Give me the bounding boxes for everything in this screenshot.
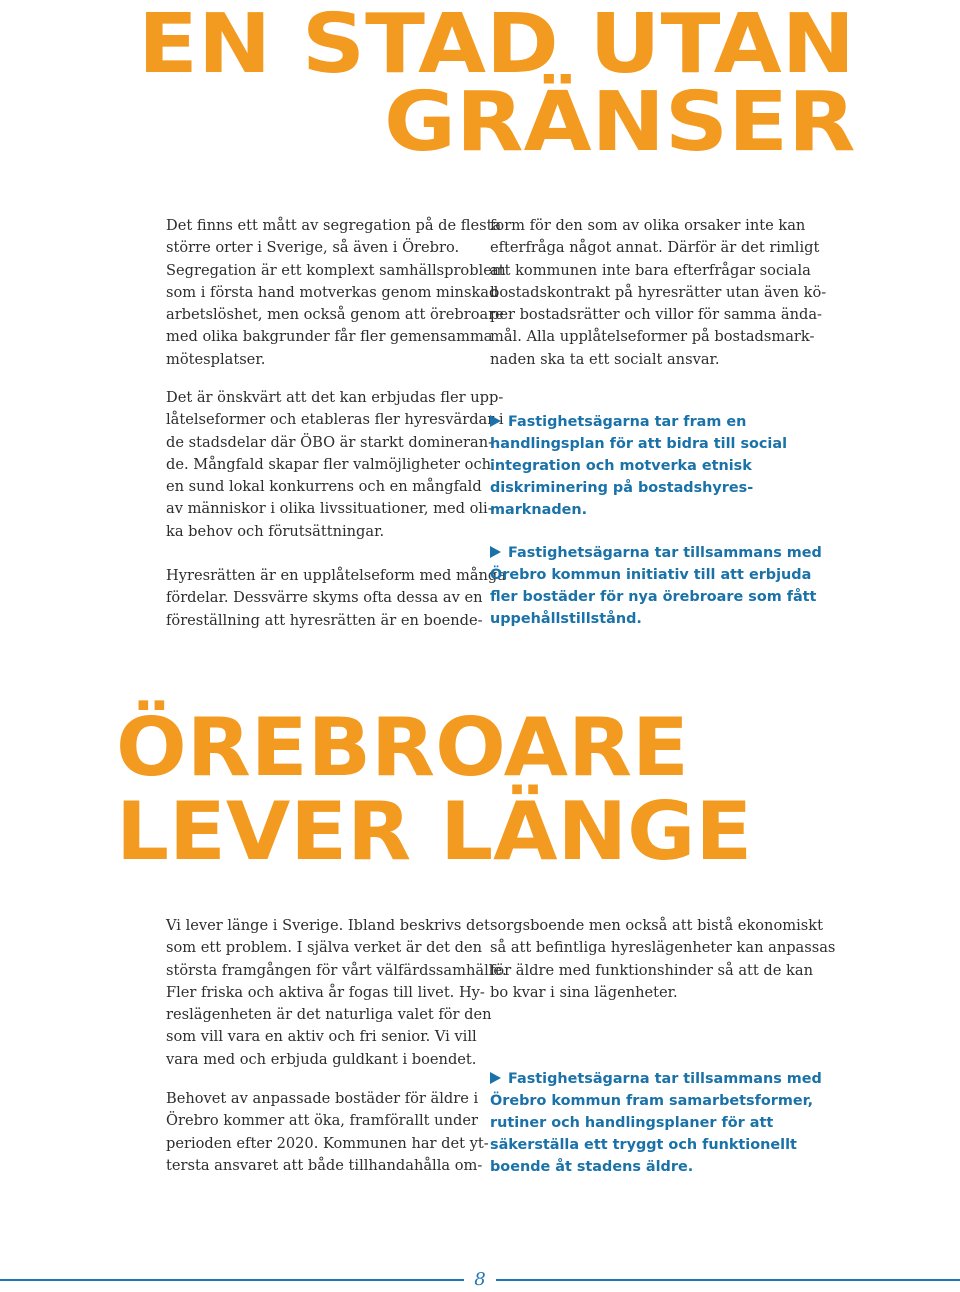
bullet-text: fler bostäder för nya örebroare som fått bbox=[490, 589, 817, 605]
bullet-line bbox=[490, 411, 790, 433]
section-heading-line-2: LEVER LÄNGE bbox=[116, 785, 753, 878]
body-column-right bbox=[490, 915, 836, 1004]
section-heading-line-1: EN STAD UTAN bbox=[138, 0, 856, 92]
text-line: att kommunen inte bara efterfrågar sociala bbox=[490, 261, 811, 279]
bullet-line bbox=[490, 477, 790, 499]
text-line: de stadsdelar där ÖBO är starkt domineran- bbox=[166, 433, 494, 451]
bullet-line bbox=[490, 1156, 790, 1178]
text-line: som vill vara en aktiv och fri senior. Vi vill bbox=[166, 1028, 477, 1046]
text-line: föreställning att hyresrätten är en boende- bbox=[166, 611, 483, 629]
text-line: Behovet av anpassade bostäder för äldre i bbox=[166, 1090, 479, 1107]
bullet-text: Fastighetsägarna tar fram en bbox=[508, 414, 747, 430]
section-heading-line-2: GRÄNSER bbox=[384, 75, 856, 170]
body-column-left bbox=[166, 215, 506, 371]
page-number-text: 8 bbox=[464, 1269, 495, 1290]
text-line: ka behov och förutsättningar. bbox=[166, 522, 385, 540]
bullet-line bbox=[490, 586, 817, 608]
bullet-line bbox=[490, 564, 812, 586]
triangle-right-icon bbox=[490, 546, 501, 558]
page-number bbox=[0, 1268, 960, 1292]
text-line: form för den som av olika orsaker inte kan bbox=[490, 217, 806, 234]
bullet-line bbox=[490, 1068, 822, 1090]
text-line: Det finns ett mått av segregation på de flesta bbox=[166, 217, 502, 234]
text-line: Det är önskvärt att det kan erbjudas fler upp- bbox=[166, 389, 504, 406]
body-column-right bbox=[490, 215, 827, 371]
bullet-text: marknaden. bbox=[490, 502, 588, 518]
bullet-text: rutiner och handlingsplaner för att bbox=[490, 1115, 774, 1131]
text-line: större orter i Sverige, så även i Örebro. bbox=[166, 239, 460, 257]
text-line: som ett problem. I själva verket är det den bbox=[166, 939, 483, 957]
bullet-line bbox=[490, 1112, 790, 1134]
text-line: de. Mångfald skapar fler valmöjligheter och bbox=[166, 455, 492, 473]
bullet-point bbox=[490, 1068, 822, 1178]
bullet-line bbox=[490, 542, 822, 564]
bullet-text: integration och motverka etnisk bbox=[490, 458, 752, 474]
bullet-text: uppehållstillstånd. bbox=[490, 611, 642, 627]
bullet-point bbox=[490, 411, 790, 521]
text-line: som i första hand motverkas genom minskad bbox=[166, 283, 499, 301]
text-line: största framgången för vårt välfärdssamhälle. bbox=[166, 961, 507, 979]
text-line: arbetslöshet, men också genom att örebroare bbox=[166, 306, 504, 324]
text-line: reslägenheten är det naturliga valet för den bbox=[166, 1006, 492, 1024]
paragraph bbox=[166, 915, 507, 1071]
text-line: mål. Alla upplåtelseformer på bostadsmark- bbox=[490, 328, 815, 346]
bullet-line bbox=[490, 499, 790, 521]
paragraph bbox=[490, 915, 836, 1004]
text-line: för äldre med funktionshinder så att de kan bbox=[490, 961, 813, 979]
text-line: så att befintliga hyreslägenheter kan anpassas bbox=[490, 939, 836, 957]
bullet-text: handlingsplan för att bidra till social bbox=[490, 436, 788, 452]
paragraph bbox=[490, 215, 827, 371]
text-line: efterfråga något annat. Därför är det rimligt bbox=[490, 239, 820, 257]
triangle-right-icon bbox=[490, 1072, 501, 1084]
text-line: Fler friska och aktiva år fogas till livet. Hy- bbox=[166, 983, 485, 1001]
body-column-left bbox=[166, 915, 507, 1071]
text-line: Vi lever länge i Sverige. Ibland beskrivs det bbox=[166, 917, 490, 934]
body-column-left bbox=[166, 565, 506, 632]
text-line: per bostadsrätter och villor för samma ända- bbox=[490, 306, 822, 324]
text-line: bo kvar i sina lägenheter. bbox=[490, 983, 678, 1001]
bullet-text: Örebro kommun fram samarbetsformer, bbox=[490, 1093, 814, 1109]
text-line: med olika bakgrunder får fler gemensamma bbox=[166, 328, 493, 346]
section-heading-line-1: ÖREBROARE bbox=[116, 701, 689, 794]
text-line: fördelar. Dessvärre skyms ofta dessa av en bbox=[166, 589, 483, 607]
text-line: vara med och erbjuda guldkant i boendet. bbox=[166, 1050, 477, 1068]
bullet-line bbox=[490, 1134, 797, 1156]
text-line: Segregation är ett komplext samhällsproblem bbox=[166, 261, 506, 279]
bullet-text: boende åt stadens äldre. bbox=[490, 1159, 694, 1175]
paragraph bbox=[166, 565, 506, 632]
paragraph bbox=[166, 215, 506, 371]
text-line: Hyresrätten är en upplåtelseform med många bbox=[166, 567, 506, 584]
bullet-line bbox=[490, 1090, 814, 1112]
text-line: Örebro kommer att öka, framförallt under bbox=[166, 1112, 478, 1130]
bullet-text: Fastighetsägarna tar tillsammans med bbox=[508, 1071, 822, 1087]
text-line: låtelseformer och etableras fler hyresvärdar i bbox=[166, 411, 504, 429]
text-line: naden ska ta ett socialt ansvar. bbox=[490, 350, 720, 368]
paragraph bbox=[166, 387, 504, 543]
text-line: mötesplatser. bbox=[166, 350, 266, 368]
paragraph bbox=[166, 1088, 489, 1177]
bullet-point bbox=[490, 542, 822, 630]
body-column-left bbox=[166, 1088, 489, 1177]
text-line: sorgsboende men också att bistå ekonomiskt bbox=[490, 917, 823, 934]
bullet-line bbox=[490, 433, 790, 455]
body-column-left bbox=[166, 387, 504, 543]
bullet-text: säkerställa ett tryggt och funktionellt bbox=[490, 1137, 797, 1153]
text-line: en sund lokal konkurrens och en mångfald bbox=[166, 478, 482, 496]
bullet-line bbox=[490, 608, 790, 630]
bullet-line bbox=[490, 455, 790, 477]
bullet-text: Örebro kommun initiativ till att erbjuda bbox=[490, 567, 812, 583]
bullet-text: diskriminering på bostadshyres- bbox=[490, 480, 754, 496]
text-line: perioden efter 2020. Kommunen har det yt- bbox=[166, 1134, 489, 1152]
text-line: tersta ansvaret att både tillhandahålla om- bbox=[166, 1156, 483, 1174]
text-line: bostadskontrakt på hyresrätter utan även kö- bbox=[490, 283, 827, 301]
text-line: av människor i olika livssituationer, med oli- bbox=[166, 500, 493, 518]
bullet-text: Fastighetsägarna tar tillsammans med bbox=[508, 545, 822, 561]
triangle-right-icon bbox=[490, 415, 501, 427]
